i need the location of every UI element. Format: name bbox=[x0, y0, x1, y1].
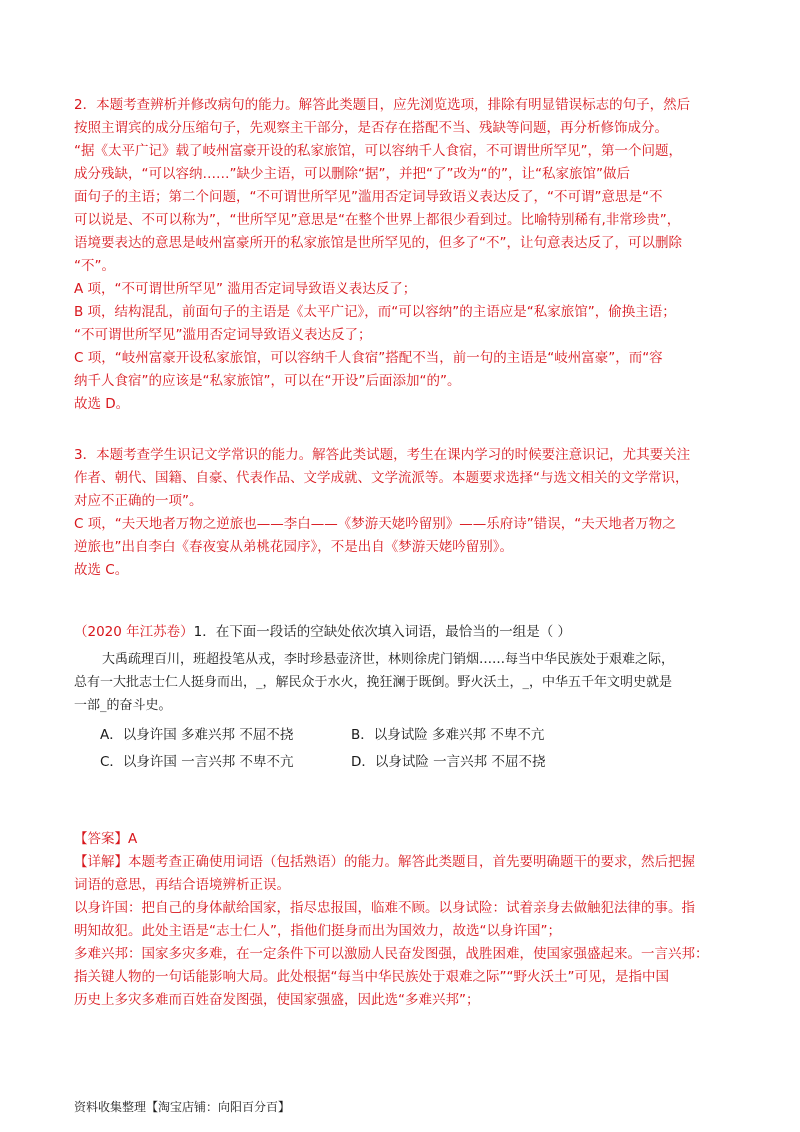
text-line: 按照主谓宾的成分压缩句子，先观察主干部分，是否存在搭配不当、残缺等问题，再分析修饰成分。 bbox=[74, 120, 668, 136]
answer-explanation bbox=[74, 828, 734, 1012]
explanation-q3 bbox=[74, 444, 734, 582]
text-line: 故选 D。 bbox=[74, 396, 130, 412]
text-line: 指关键人物的一句话能影响大局。此处根据“每当中华民族处于艰难之际”“野火沃土”可见，是指中国 bbox=[74, 969, 669, 985]
text-line: 作者、朝代、国籍、自豪、代表作品、文学成就、文学流派等。本题要求选择“与选文相关的文学常识， bbox=[74, 470, 689, 486]
text-line: 历史上多灾多难而百姓奋发图强，使国家强盛，因此选“多难兴邦”； bbox=[74, 992, 480, 1008]
text-line: 语境要表达的意思是岐州富豪所开的私家旅馆是世所罕见的，但多了“不”，让句意表达反了，可以删除 bbox=[74, 235, 682, 251]
text-line: 对应不正确的一项”。 bbox=[74, 493, 203, 509]
text-line: B 项，结构混乱，前面句子的主语是《太平广记》，而“可以容纳”的主语应是“私家旅馆”，偷换主语； bbox=[74, 304, 676, 320]
text-line: 明知故犯。此处主语是“志士仁人”，指他们挺身而出为国效力，故选“以身许国”； bbox=[74, 923, 561, 939]
text-line: 成分残缺，“可以容纳……”缺少主语，可以删除“据”，并把“了”改为“的”，让“私家旅馆”做后 bbox=[74, 166, 630, 182]
text-line: 多难兴邦：国家多灾多难，在一定条件下可以激励人民奋发图强，战胜困难，使国家强盛起来。一言兴邦： bbox=[74, 946, 709, 962]
page-footer: 资料收集整理【淘宝店铺：向阳百分百】 bbox=[74, 1100, 291, 1114]
text-line: 面句子的主语；第二个问题，“不可谓世所罕见”滥用否定词导致语义表达反了，“不可谓”意思是“不 bbox=[74, 189, 663, 205]
text-line: “不”。 bbox=[74, 258, 115, 274]
question-source: （2020 年江苏卷） bbox=[74, 624, 194, 640]
option-d[interactable]: D．以身试险 一言兴邦 不屈不挠 bbox=[351, 754, 546, 770]
text-line: “据《太平广记》载了岐州富豪开设的私家旅馆，可以容纳千人食宿，不可谓世所罕见”，第一个问题， bbox=[74, 143, 682, 159]
text-line: A 项，“不可谓世所罕见” 滥用否定词导致语义表达反了； bbox=[74, 281, 417, 297]
text-line: 2．本题考查辨析并修改病句的能力。解答此类题目，应先浏览选项，排除有明显错误标志的句子，然后 bbox=[74, 97, 691, 113]
answer-line: 【答案】A bbox=[74, 831, 138, 847]
text-line: 纳千人食宿”的应该是“私家旅馆”，可以在“开设”后面添加“的”。 bbox=[74, 373, 461, 389]
option-a[interactable]: A．以身许国 多难兴邦 不屈不挠 bbox=[100, 727, 294, 743]
text-line: C 项，“夫天地者万物之逆旅也——李白——《梦游天姥吟留别》——乐府诗”错误，“夫天地者万物之 bbox=[74, 516, 676, 532]
text-line: C 项，“岐州富豪开设私家旅馆，可以容纳千人食宿”搭配不当，前一句的主语是“岐州富豪”，而“容 bbox=[74, 350, 663, 366]
question-stem: 1．在下面一段话的空缺处依次填入词语，最恰当的一组是（ ） bbox=[193, 624, 572, 640]
text-line: 逆旅也”出自李白《春夜宴从弟桃花园序》，不是出自《梦游天姥吟留别》。 bbox=[74, 539, 513, 555]
answer-options bbox=[100, 722, 602, 776]
question-passage bbox=[74, 648, 734, 717]
passage-line: 一部_的奋斗史。 bbox=[74, 698, 172, 713]
passage-line: 总有一大批志士仁人挺身而出，_，解民众于水火，挽狂澜于既倒。野火沃土，_，中华五千年文明史就是 bbox=[74, 675, 673, 690]
question-heading bbox=[74, 622, 571, 642]
option-b[interactable]: B．以身试险 多难兴邦 不卑不亢 bbox=[351, 727, 545, 743]
option-c[interactable]: C．以身许国 一言兴邦 不卑不亢 bbox=[100, 754, 294, 770]
text-line: 故选 C。 bbox=[74, 562, 129, 578]
text-line: 【详解】本题考查正确使用词语（包括熟语）的能力。解答此类题目，首先要明确题干的要求，然后把握 bbox=[74, 854, 695, 870]
text-line: “不可谓世所罕见”滥用否定词导致语义表达反了； bbox=[74, 327, 372, 343]
passage-line: 大禹疏理百川，班超投笔从戎，李时珍悬壶济世，林则徐虎门销烟……每当中华民族处于艰难之际， bbox=[102, 652, 675, 667]
text-line: 3．本题考查学生识记文学常识的能力。解答此类试题，考生在课内学习的时候要注意识记，尤其要关注 bbox=[74, 447, 691, 463]
explanation-q2 bbox=[74, 94, 734, 416]
text-line: 词语的意思，再结合语境辨析正误。 bbox=[74, 877, 290, 893]
text-line: 以身许国：把自己的身体献给国家，指尽忠报国，临难不顾。以身试险：试着亲身去做触犯法律的事。指 bbox=[74, 900, 695, 916]
text-line: 可以说是、不可以称为”，“世所罕见”意思是“在整个世界上都很少看到过。比喻特别稀有,非常珍贵”， bbox=[74, 212, 681, 228]
